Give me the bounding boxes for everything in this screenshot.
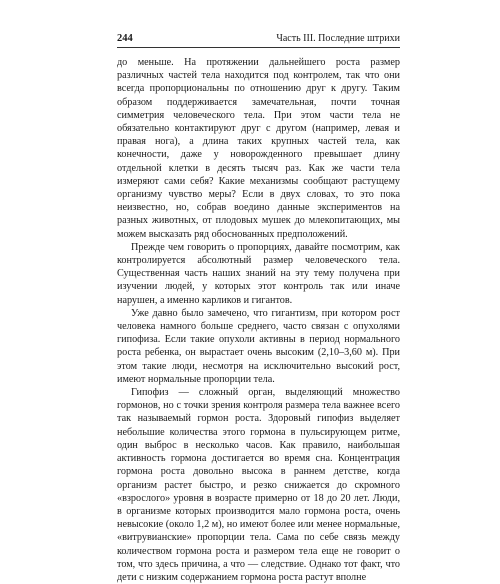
page-number: 244	[117, 33, 133, 44]
paragraph-pituitary: Гипофиз — сложный орган, выделяющий множество гормонов, но с точки зрения контроля размера тела важнее всего так называемый гормон роста. Здоровый гипофиз выделяет небольшие количества этого гормона в пульсирующем ритме, один выброс в несколько часов. Как правило, наибольшая активность гормона достигается во время сна. Концентрация гормона роста довольно высока в раннем детстве, когда организм растет быстро, и резко снижается до скромного «взрослого» уровня в возрасте примерно от 18 до 20 лет. Люди, в организме которых производится мало гормона роста, очень невысокие (около 1,2 м), но имеют более или менее нормальные, «витрувианские» пропорции тела. Сама по себе связь между количеством гормона роста и размером тела еще не говорит о том, что здесь причина, а что — следствие. Однако тот факт, что дети с низким содержанием гормона роста растут вполне	[117, 387, 400, 583]
running-head	[117, 32, 400, 46]
running-title: Часть III. Последние штрихи	[276, 33, 400, 44]
paragraph-continued: до меньше. На протяжении дальнейшего роста размер различных частей тела находится под контролем, так что они всегда пропорциональны по отношению друг к другу. Таким образом поддерживается замечательная, почти точная симметрия человеческого тела. При этом части тела не обязательно контактируют друг с другом (например, левая и правая нога), а длина таких крупных частей тела, как конечности, даже у новорожденного превышает длину отдельной клетки в десять тысяч раз. Как же части тела измеряют сами себя? Какие механизмы сообщают растущему организму чувство меры? Если в двух словах, то это пока неизвестно, но, собрав воедино данные экспериментов на разных животных, от плодовых мушек до млекопитающих, мы можем высказать ряд обоснованных предположений.	[117, 57, 400, 240]
paragraph-proportions: Прежде чем говорить о пропорциях, давайте посмотрим, как контролируется абсолютный размер человеческого тела. Существенная часть наших знаний на эту тему получена при изучении людей, у которых этот контроль так или иначе нарушен, а именно карликов и гигантов.	[117, 241, 400, 306]
body-text	[117, 56, 400, 584]
header-rule	[117, 47, 400, 48]
paragraph-gigantism: Уже давно было замечено, что гигантизм, при котором рост человека намного больше среднего, часто связан с опухолями гипофиза. Если такие опухоли активны в период нормального роста ребенка, он вырастает очень высоким (2,10–3,60 м). При этом такие люди, несмотря на исключительно высокий рост, имеют нормальные пропорции тела.	[117, 307, 400, 385]
